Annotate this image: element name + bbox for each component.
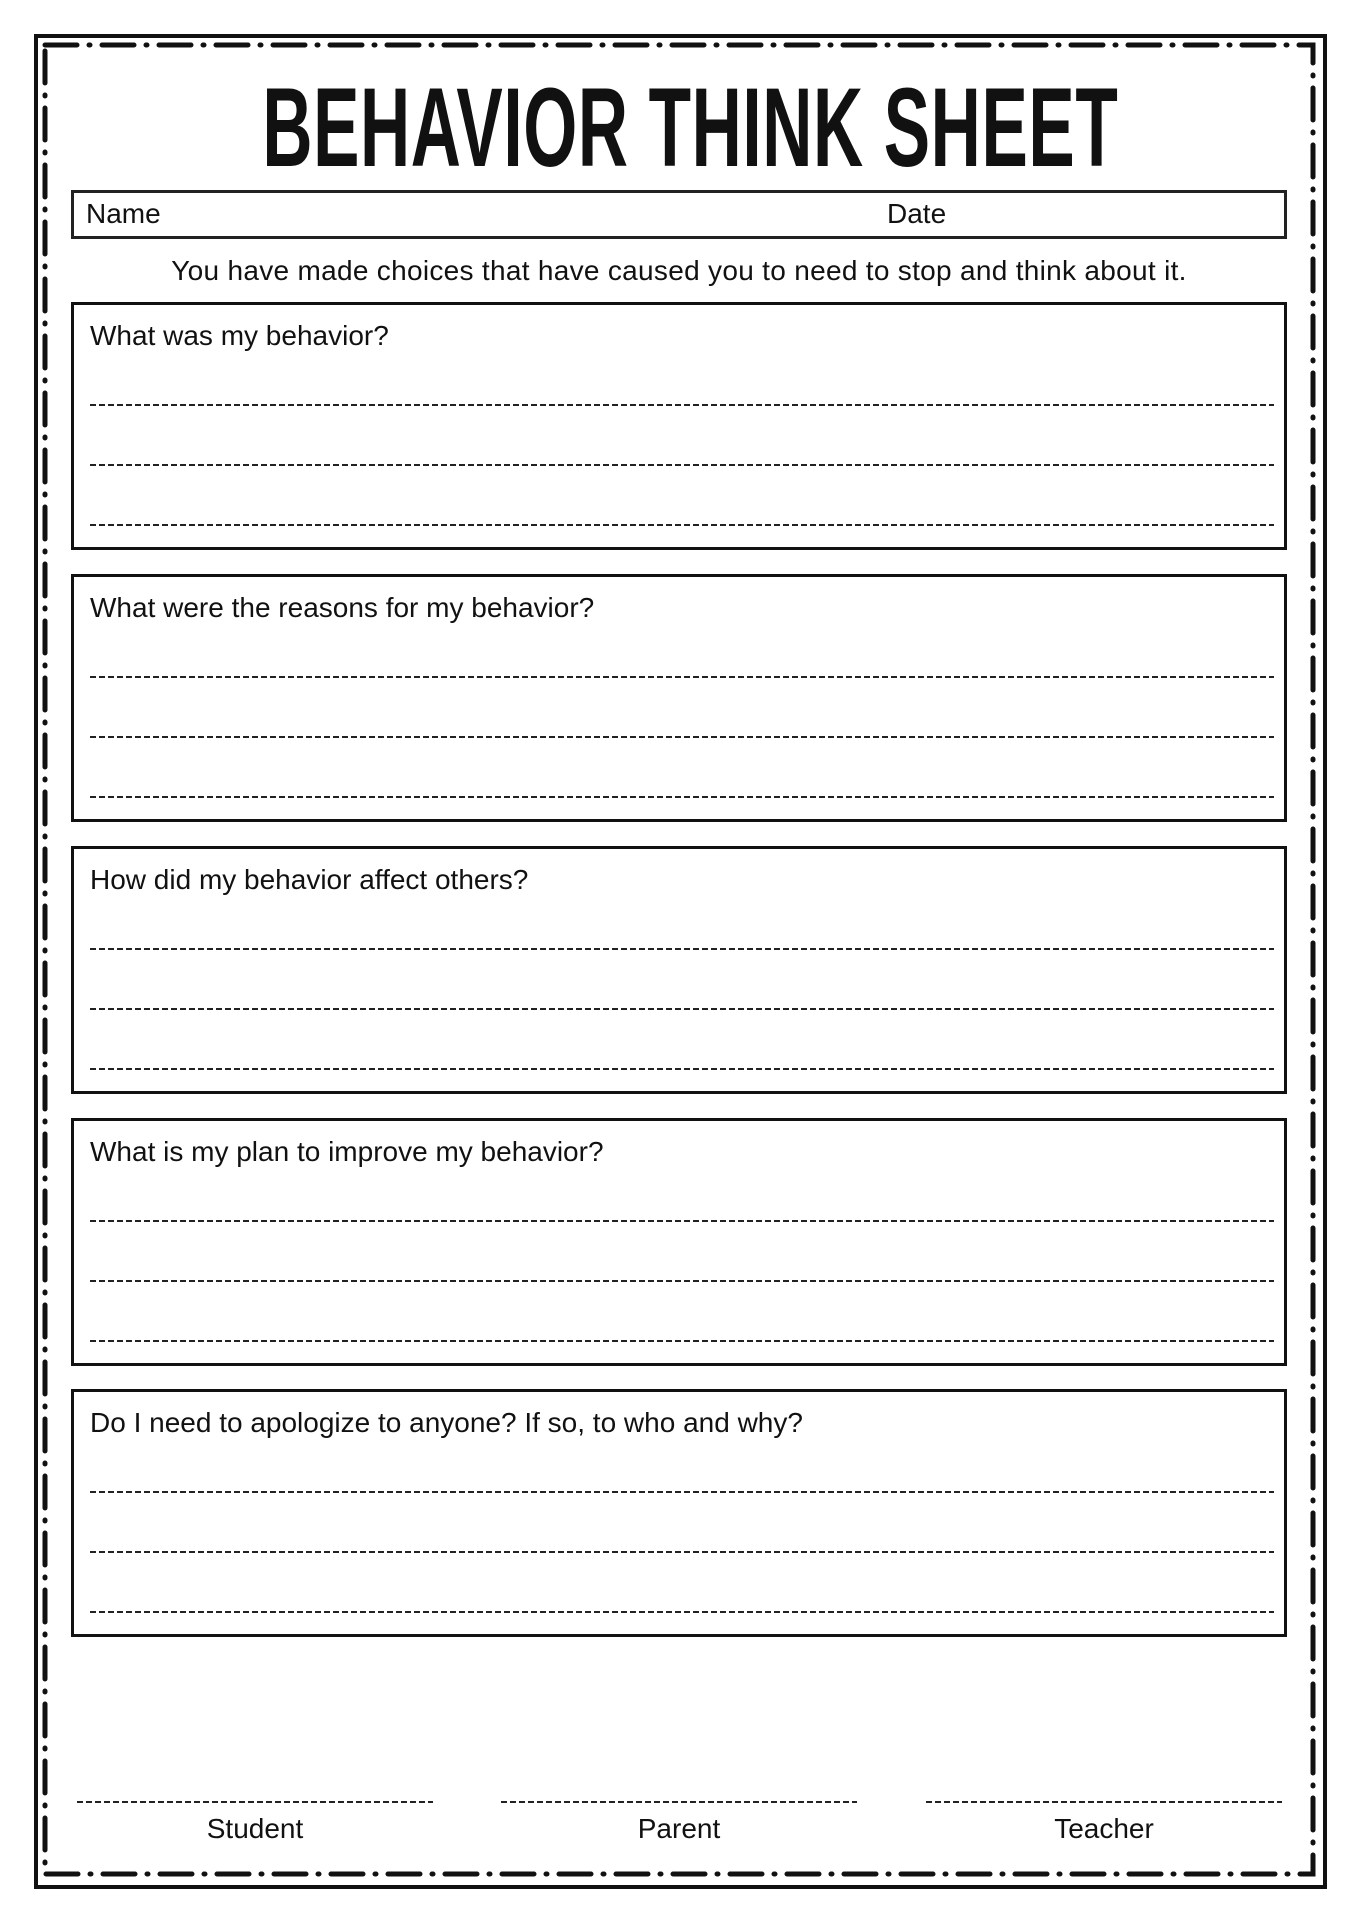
answer-line[interactable] [90, 464, 1274, 466]
answer-line[interactable] [90, 736, 1274, 738]
question-prompt: Do I need to apologize to anyone? If so, to who and why? [90, 1407, 803, 1438]
page-title [0, 65, 1358, 190]
teacher-signature-line[interactable] [926, 1801, 1282, 1803]
page-title-text: BEHAVIOR THINK SHEET [262, 65, 1119, 190]
answer-line[interactable] [90, 1491, 1274, 1493]
name-date-box [71, 190, 1287, 239]
parent-signature-label: Parent [637, 1813, 721, 1844]
answer-line[interactable] [90, 524, 1274, 526]
question-box-affect-others [71, 846, 1287, 1094]
student-signature-line[interactable] [77, 1801, 433, 1803]
answer-line[interactable] [90, 404, 1274, 406]
question-box-apology [71, 1389, 1287, 1637]
answer-line[interactable] [90, 1068, 1274, 1070]
answer-line[interactable] [90, 1220, 1274, 1222]
answer-line[interactable] [90, 1340, 1274, 1342]
student-signature-label: Student [206, 1813, 304, 1844]
answer-line[interactable] [90, 796, 1274, 798]
teacher-signature-label: Teacher [1054, 1813, 1154, 1844]
question-box-reasons [71, 574, 1287, 822]
date-field-label[interactable]: Date [887, 198, 947, 229]
answer-line[interactable] [90, 1611, 1274, 1613]
parent-signature-line[interactable] [501, 1801, 857, 1803]
question-prompt: What is my plan to improve my behavior? [90, 1136, 604, 1167]
answer-line[interactable] [90, 1280, 1274, 1282]
question-prompt: What was my behavior? [90, 320, 389, 351]
name-field-label[interactable]: Name [86, 198, 161, 229]
question-box-improvement-plan [71, 1118, 1287, 1366]
question-prompt: How did my behavior affect others? [90, 864, 529, 895]
answer-line[interactable] [90, 1008, 1274, 1010]
question-prompt: What were the reasons for my behavior? [90, 592, 595, 623]
answer-line[interactable] [90, 948, 1274, 950]
answer-line[interactable] [90, 676, 1274, 678]
answer-line[interactable] [90, 1551, 1274, 1553]
instructions-text: You have made choices that have caused you to need to stop and think about it. [171, 255, 1187, 286]
question-box-behavior [71, 302, 1287, 550]
